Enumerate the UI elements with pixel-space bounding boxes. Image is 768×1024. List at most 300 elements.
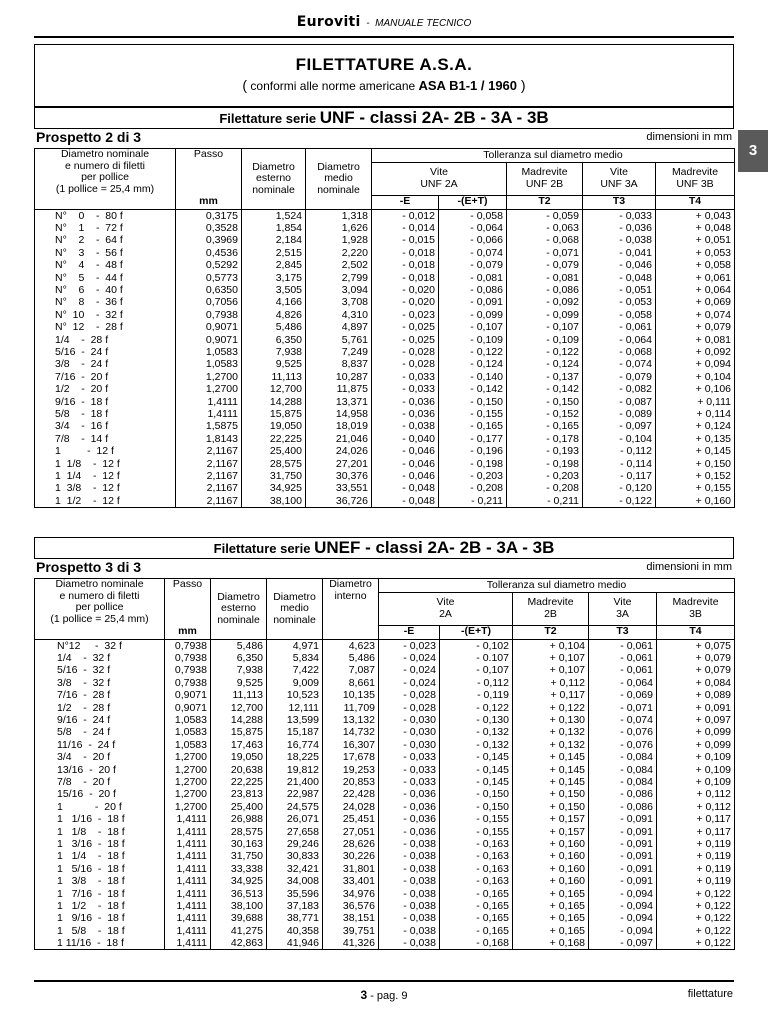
value-cell: - 0,082 <box>583 383 656 395</box>
value-cell: - 0,068 <box>583 346 656 358</box>
value-cell: 19,050 <box>242 420 306 432</box>
value-cell: 21,046 <box>306 433 372 445</box>
value-cell: 1,4111 <box>165 863 211 875</box>
value-cell: - 0,097 <box>583 420 656 432</box>
value-cell: - 0,028 <box>379 689 440 701</box>
value-cell: - 0,079 <box>583 371 656 383</box>
thread-size-cell: 3/4 - 16 f <box>35 420 176 432</box>
value-cell: - 0,114 <box>583 457 656 469</box>
value-cell: - 0,033 <box>379 776 440 788</box>
value-cell: 8,837 <box>306 358 372 370</box>
value-cell: - 0,051 <box>583 284 656 296</box>
value-cell: + 0,112 <box>513 677 589 689</box>
value-cell: 28,626 <box>323 838 379 850</box>
value-cell: - 0,038 <box>379 887 440 899</box>
value-cell: 18,225 <box>267 751 323 763</box>
value-cell: 30,376 <box>306 470 372 482</box>
value-cell: 25,451 <box>323 813 379 825</box>
value-cell: - 0,025 <box>372 321 439 333</box>
header-label: Madrevite 3B <box>672 596 719 620</box>
header-label: Diametro esterno nominale <box>217 590 260 626</box>
value-cell: + 0,119 <box>657 850 735 862</box>
value-cell: 13,371 <box>306 395 372 407</box>
table-row <box>35 371 735 383</box>
value-cell: 2,1167 <box>176 494 242 507</box>
value-cell: - 0,122 <box>440 701 513 713</box>
value-cell: 1,0583 <box>176 346 242 358</box>
thread-size-cell: 7/16 - 20 f <box>35 371 176 383</box>
value-cell: - 0,081 <box>507 271 583 283</box>
value-cell: 25,400 <box>242 445 306 457</box>
value-cell: - 0,053 <box>583 296 656 308</box>
value-cell: + 0,111 <box>656 395 735 407</box>
header-label: Diametro medio nominale <box>317 160 360 196</box>
value-cell: - 0,036 <box>379 813 440 825</box>
table-row <box>35 457 735 469</box>
thread-size-cell: 9/16 - 18 f <box>35 395 176 407</box>
header-label: Tolleranza sul diametro medio <box>486 578 627 591</box>
value-cell: + 0,092 <box>656 346 735 358</box>
table-row <box>35 788 735 800</box>
value-cell: 4,971 <box>267 639 323 652</box>
thread-size-cell: 1/4 - 28 f <box>35 333 176 345</box>
value-cell: 27,201 <box>306 457 372 469</box>
value-cell: 42,863 <box>211 937 267 950</box>
value-cell: - 0,099 <box>507 309 583 321</box>
value-cell: - 0,163 <box>440 850 513 862</box>
value-cell: - 0,178 <box>507 433 583 445</box>
value-cell: + 0,091 <box>657 701 735 713</box>
col-t2 <box>513 625 589 639</box>
col-e <box>379 625 440 639</box>
value-cell: - 0,018 <box>372 271 439 283</box>
value-cell: - 0,165 <box>439 420 507 432</box>
thread-size-cell: 1 1/8 - 18 f <box>35 825 165 837</box>
value-cell: 3,505 <box>242 284 306 296</box>
value-cell: - 0,140 <box>439 371 507 383</box>
value-cell: 7,938 <box>242 346 306 358</box>
col-diam-esterno <box>242 149 306 210</box>
table-row <box>35 433 735 445</box>
value-cell: 38,100 <box>242 494 306 507</box>
value-cell: 12,700 <box>211 701 267 713</box>
value-cell: 24,028 <box>323 801 379 813</box>
value-cell: 1,4111 <box>165 825 211 837</box>
value-cell: - 0,089 <box>583 408 656 420</box>
value-cell: + 0,107 <box>513 664 589 676</box>
prospetto-row-2 <box>34 559 734 579</box>
value-cell: 34,925 <box>211 875 267 887</box>
value-cell: - 0,068 <box>507 234 583 246</box>
value-cell: - 0,028 <box>372 346 439 358</box>
value-cell: + 0,109 <box>657 751 735 763</box>
value-cell: - 0,109 <box>507 333 583 345</box>
value-cell: 1,0583 <box>165 726 211 738</box>
footer-rule <box>34 980 734 982</box>
value-cell: - 0,155 <box>440 825 513 837</box>
value-cell: 16,307 <box>323 739 379 751</box>
thread-size-cell: 5/8 - 18 f <box>35 408 176 420</box>
value-cell: + 0,099 <box>657 726 735 738</box>
thread-size-cell: N° 0 - 80 f <box>35 209 176 222</box>
value-cell: - 0,150 <box>507 395 583 407</box>
value-cell: + 0,117 <box>513 689 589 701</box>
value-cell: - 0,155 <box>440 813 513 825</box>
value-cell: 27,051 <box>323 825 379 837</box>
header-label: Vite UNF 2A <box>420 166 458 190</box>
value-cell: + 0,168 <box>513 937 589 950</box>
value-cell: 29,246 <box>267 838 323 850</box>
value-cell: - 0,048 <box>372 482 439 494</box>
value-cell: + 0,053 <box>656 247 735 259</box>
value-cell: 11,875 <box>306 383 372 395</box>
value-cell: + 0,107 <box>513 652 589 664</box>
value-cell: + 0,152 <box>656 470 735 482</box>
value-cell: - 0,028 <box>379 701 440 713</box>
dimensions-note: dimensioni in mm <box>646 561 732 573</box>
value-cell: - 0,137 <box>507 371 583 383</box>
table-row <box>35 850 735 862</box>
value-cell: 11,709 <box>323 701 379 713</box>
value-cell: 5,486 <box>211 639 267 652</box>
col-passo <box>165 579 211 626</box>
subtitle-note: conformi alle norme americane <box>247 79 419 93</box>
value-cell: 13,599 <box>267 714 323 726</box>
value-cell: + 0,165 <box>513 887 589 899</box>
value-cell: - 0,122 <box>507 346 583 358</box>
series-prefix: Filettature serie <box>219 111 320 126</box>
value-cell: - 0,109 <box>439 333 507 345</box>
col-t3 <box>583 195 656 209</box>
value-cell: 0,3969 <box>176 234 242 246</box>
value-cell: 21,400 <box>267 776 323 788</box>
value-cell: - 0,038 <box>379 850 440 862</box>
value-cell: 19,050 <box>211 751 267 763</box>
value-cell: 5,486 <box>323 652 379 664</box>
value-cell: 5,761 <box>306 333 372 345</box>
header-rule <box>34 36 734 38</box>
value-cell: + 0,079 <box>657 652 735 664</box>
value-cell: - 0,036 <box>372 408 439 420</box>
header-label: T2 <box>538 195 551 208</box>
value-cell: 4,310 <box>306 309 372 321</box>
value-cell: - 0,012 <box>372 209 439 222</box>
page-header <box>0 14 768 30</box>
value-cell: + 0,104 <box>513 639 589 652</box>
value-cell: 7,087 <box>323 664 379 676</box>
value-cell: 20,638 <box>211 763 267 775</box>
table-row <box>35 222 735 234</box>
value-cell: + 0,061 <box>656 271 735 283</box>
value-cell: 27,658 <box>267 825 323 837</box>
value-cell: - 0,087 <box>583 395 656 407</box>
col-t4 <box>656 195 735 209</box>
value-cell: + 0,160 <box>513 838 589 850</box>
value-cell: - 0,120 <box>583 482 656 494</box>
header-label: Passo <box>172 578 203 590</box>
value-cell: 30,833 <box>267 850 323 862</box>
value-cell: 1,0583 <box>165 739 211 751</box>
thread-size-cell: 1 3/8 - 18 f <box>35 875 165 887</box>
value-cell: 28,575 <box>211 825 267 837</box>
value-cell: - 0,074 <box>439 247 507 259</box>
table-row <box>35 776 735 788</box>
value-cell: - 0,193 <box>507 445 583 457</box>
value-cell: - 0,165 <box>440 900 513 912</box>
value-cell: + 0,058 <box>656 259 735 271</box>
value-cell: - 0,058 <box>439 209 507 222</box>
value-cell: - 0,038 <box>379 912 440 924</box>
value-cell: 3,175 <box>242 271 306 283</box>
col-madrevite-3b <box>657 592 735 625</box>
thread-size-cell: 1/4 - 32 f <box>35 652 165 664</box>
value-cell: 2,845 <box>242 259 306 271</box>
value-cell: - 0,119 <box>440 689 513 701</box>
value-cell: + 0,051 <box>656 234 735 246</box>
header-label: Madrevite UNF 3B <box>671 166 719 190</box>
title-box <box>34 44 734 107</box>
value-cell: + 0,109 <box>657 763 735 775</box>
value-cell: - 0,081 <box>439 271 507 283</box>
value-cell: 14,958 <box>306 408 372 420</box>
value-cell: - 0,084 <box>589 763 657 775</box>
thread-size-cell: N° 10 - 32 f <box>35 309 176 321</box>
value-cell: 8,661 <box>323 677 379 689</box>
thread-size-cell: 5/16 - 24 f <box>35 346 176 358</box>
value-cell: 2,1167 <box>176 482 242 494</box>
value-cell: 30,226 <box>323 850 379 862</box>
value-cell: + 0,117 <box>657 825 735 837</box>
page-number: 3 - pag. 9 <box>360 988 408 1002</box>
section-name: filettature <box>687 988 733 1000</box>
value-cell: 15,187 <box>267 726 323 738</box>
col-diam-nominale-empty <box>35 625 165 639</box>
header-label: Madrevite 2B <box>527 596 574 620</box>
value-cell: - 0,094 <box>589 887 657 899</box>
value-cell: 10,523 <box>267 689 323 701</box>
table-row <box>35 482 735 494</box>
value-cell: - 0,198 <box>507 457 583 469</box>
value-cell: - 0,084 <box>589 776 657 788</box>
table-row <box>35 677 735 689</box>
value-cell: - 0,030 <box>379 714 440 726</box>
value-cell: - 0,086 <box>589 788 657 800</box>
value-cell: 0,6350 <box>176 284 242 296</box>
value-cell: - 0,122 <box>439 346 507 358</box>
value-cell: - 0,033 <box>372 371 439 383</box>
value-cell: - 0,059 <box>507 209 583 222</box>
value-cell: 2,1167 <box>176 457 242 469</box>
value-cell: - 0,064 <box>589 677 657 689</box>
value-cell: 0,3175 <box>176 209 242 222</box>
value-cell: 5,834 <box>267 652 323 664</box>
table-row <box>35 247 735 259</box>
value-cell: - 0,091 <box>589 863 657 875</box>
series-prefix: Filettature serie <box>213 541 315 556</box>
value-cell: - 0,104 <box>583 433 656 445</box>
value-cell: 0,9071 <box>176 321 242 333</box>
prospetto-label: Prospetto 3 di 3 <box>36 559 142 575</box>
value-cell: 2,1167 <box>176 445 242 457</box>
value-cell: - 0,038 <box>379 863 440 875</box>
value-cell: - 0,168 <box>440 937 513 950</box>
value-cell: - 0,142 <box>507 383 583 395</box>
header-label: Diametro nominale e numero di filetti per pollice (1 pollice = 25,4 mm) <box>55 148 155 195</box>
col-tolleranza <box>379 579 735 593</box>
col-tolleranza <box>372 149 735 163</box>
value-cell: 1,854 <box>242 222 306 234</box>
col-passo <box>176 149 242 196</box>
value-cell: - 0,107 <box>439 321 507 333</box>
value-cell: + 0,112 <box>657 801 735 813</box>
value-cell: 4,166 <box>242 296 306 308</box>
thread-size-cell: 9/16 - 24 f <box>35 714 165 726</box>
value-cell: + 0,104 <box>656 371 735 383</box>
value-cell: 1,4111 <box>165 838 211 850</box>
value-cell: - 0,033 <box>372 383 439 395</box>
header-label: Madrevite UNF 2B <box>521 166 568 190</box>
table-row <box>35 395 735 407</box>
thread-size-cell: 7/8 - 20 f <box>35 776 165 788</box>
value-cell: 20,853 <box>323 776 379 788</box>
value-cell: - 0,028 <box>372 358 439 370</box>
value-cell: + 0,069 <box>656 296 735 308</box>
value-cell: 9,525 <box>242 358 306 370</box>
value-cell: - 0,033 <box>379 763 440 775</box>
page-title: FILETTATURE A.S.A. <box>295 55 473 74</box>
value-cell: + 0,130 <box>513 714 589 726</box>
col-diam-nominale-empty <box>35 195 176 209</box>
header-label: T4 <box>689 625 702 638</box>
value-cell: - 0,091 <box>589 875 657 887</box>
value-cell: + 0,160 <box>656 494 735 507</box>
thread-size-cell: 1/2 - 20 f <box>35 383 176 395</box>
thread-size-cell: 1 1/4 - 18 f <box>35 850 165 862</box>
value-cell: 9,009 <box>267 677 323 689</box>
value-cell: - 0,036 <box>379 825 440 837</box>
value-cell: 2,515 <box>242 247 306 259</box>
value-cell: 36,513 <box>211 887 267 899</box>
value-cell: + 0,122 <box>657 900 735 912</box>
value-cell: - 0,203 <box>507 470 583 482</box>
col-diam-medio <box>267 579 323 640</box>
header-label: T3 <box>612 195 626 208</box>
value-cell: - 0,033 <box>379 751 440 763</box>
value-cell: - 0,097 <box>589 937 657 950</box>
header-label: T3 <box>616 625 629 638</box>
table-row <box>35 234 735 246</box>
value-cell: + 0,112 <box>657 788 735 800</box>
value-cell: 11,113 <box>211 689 267 701</box>
value-cell: 14,288 <box>211 714 267 726</box>
value-cell: - 0,071 <box>507 247 583 259</box>
value-cell: 12,111 <box>267 701 323 713</box>
value-cell: - 0,112 <box>583 445 656 457</box>
value-cell: - 0,145 <box>440 776 513 788</box>
table-row <box>35 494 735 507</box>
value-cell: 1,2700 <box>165 801 211 813</box>
value-cell: 2,502 <box>306 259 372 271</box>
data-table-unf <box>34 148 735 508</box>
value-cell: - 0,102 <box>440 639 513 652</box>
col-t3 <box>589 625 657 639</box>
value-cell: 0,4536 <box>176 247 242 259</box>
thread-size-cell: N° 5 - 44 f <box>35 271 176 283</box>
paren-close: ) <box>517 77 526 93</box>
table-row <box>35 701 735 713</box>
value-cell: - 0,058 <box>583 309 656 321</box>
value-cell: - 0,074 <box>583 358 656 370</box>
value-cell: + 0,160 <box>513 863 589 875</box>
thread-size-cell: N° 12 - 28 f <box>35 321 176 333</box>
value-cell: - 0,132 <box>440 726 513 738</box>
value-cell: 14,732 <box>323 726 379 738</box>
series-title-1 <box>34 108 734 128</box>
value-cell: - 0,024 <box>379 664 440 676</box>
value-cell: - 0,091 <box>589 825 657 837</box>
value-cell: 32,421 <box>267 863 323 875</box>
series-name: UNF - classi 2A- 2B - 3A - 3B <box>319 108 549 127</box>
value-cell: 30,163 <box>211 838 267 850</box>
value-cell: 31,801 <box>323 863 379 875</box>
value-cell: 1,4111 <box>165 850 211 862</box>
value-cell: - 0,145 <box>440 763 513 775</box>
value-cell: 1,4111 <box>176 408 242 420</box>
header-label: -E <box>399 195 411 208</box>
value-cell: - 0,036 <box>379 788 440 800</box>
value-cell: - 0,086 <box>439 284 507 296</box>
value-cell: 2,799 <box>306 271 372 283</box>
value-cell: 6,350 <box>242 333 306 345</box>
value-cell: + 0,160 <box>513 875 589 887</box>
value-cell: - 0,091 <box>589 838 657 850</box>
value-cell: - 0,066 <box>439 234 507 246</box>
value-cell: 11,113 <box>242 371 306 383</box>
value-cell: + 0,135 <box>656 433 735 445</box>
value-cell: 1,8143 <box>176 433 242 445</box>
table-row <box>35 209 735 222</box>
value-cell: 1,4111 <box>165 924 211 936</box>
value-cell: + 0,122 <box>657 887 735 899</box>
value-cell: 0,9071 <box>176 333 242 345</box>
value-cell: 0,9071 <box>165 689 211 701</box>
col-et <box>440 625 513 639</box>
section-tab[interactable]: 3 <box>738 130 768 172</box>
value-cell: - 0,094 <box>589 900 657 912</box>
value-cell: 1,4111 <box>165 900 211 912</box>
header-label: Passo <box>193 148 224 160</box>
value-cell: - 0,130 <box>440 714 513 726</box>
table-row <box>35 321 735 333</box>
value-cell: - 0,165 <box>440 887 513 899</box>
value-cell: + 0,145 <box>656 445 735 457</box>
value-cell: + 0,081 <box>656 333 735 345</box>
value-cell: 2,220 <box>306 247 372 259</box>
thread-size-cell: N°12 - 32 f <box>35 639 165 652</box>
value-cell: - 0,040 <box>372 433 439 445</box>
value-cell: + 0,132 <box>513 726 589 738</box>
value-cell: 25,400 <box>211 801 267 813</box>
value-cell: 33,401 <box>323 875 379 887</box>
value-cell: - 0,086 <box>589 801 657 813</box>
thread-size-cell: 1 7/16 - 18 f <box>35 887 165 899</box>
value-cell: - 0,150 <box>440 788 513 800</box>
value-cell: - 0,208 <box>507 482 583 494</box>
thread-size-cell: 13/16 - 20 f <box>35 763 165 775</box>
value-cell: - 0,024 <box>379 677 440 689</box>
value-cell: 17,463 <box>211 739 267 751</box>
value-cell: 0,5292 <box>176 259 242 271</box>
